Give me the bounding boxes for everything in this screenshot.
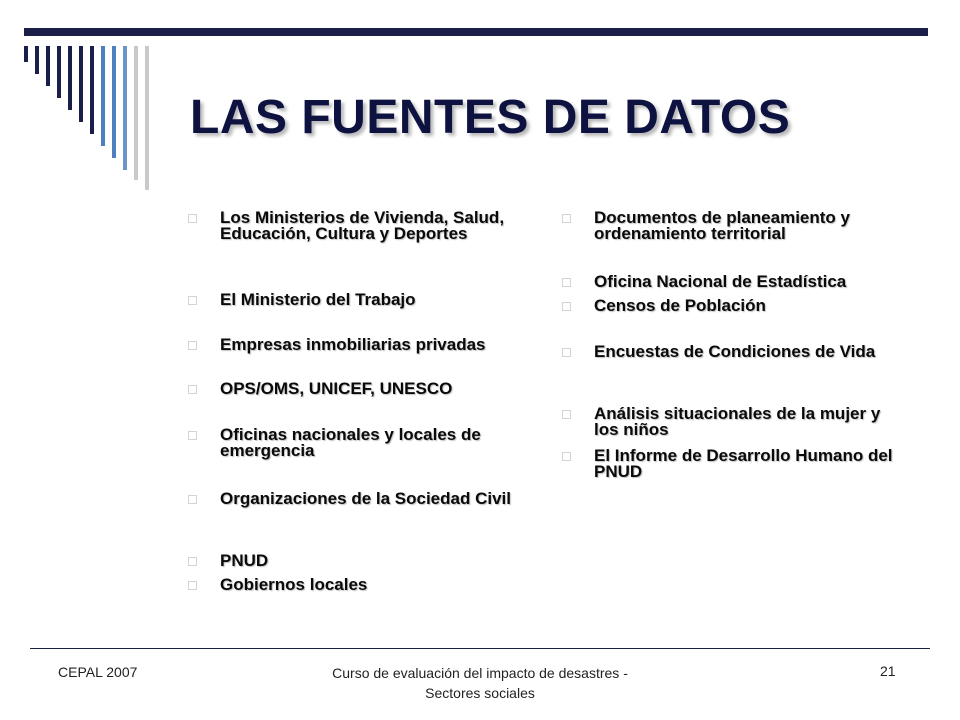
square-bullet-icon — [188, 341, 197, 350]
square-bullet-icon — [188, 495, 197, 504]
list-item — [188, 491, 518, 507]
square-bullet-icon — [562, 452, 571, 461]
list-item-text: Análisis situacionales de la mujer y los niños — [594, 404, 881, 439]
square-bullet-icon — [188, 296, 197, 305]
list-item-text: El Informe de Desarrollo Humano del PNUD — [594, 446, 893, 481]
list-item — [562, 298, 907, 314]
list-item — [562, 274, 907, 290]
square-bullet-icon — [562, 348, 571, 357]
list-item — [188, 210, 518, 242]
top-accent-bar — [24, 28, 928, 36]
decorative-stripe — [24, 46, 28, 62]
list-item-text: Organizaciones de la Sociedad Civil — [220, 489, 511, 508]
square-bullet-icon — [188, 581, 197, 590]
decorative-stripe — [101, 46, 105, 146]
square-bullet-icon — [188, 557, 197, 566]
list-item — [188, 381, 518, 397]
list-item — [188, 577, 518, 593]
square-bullet-icon — [562, 214, 571, 223]
list-item-text: Encuestas de Condiciones de Vida — [594, 342, 876, 361]
square-bullet-icon — [188, 214, 197, 223]
list-item — [562, 210, 907, 242]
list-item — [188, 427, 518, 459]
decorative-stripe — [46, 46, 50, 86]
footer-organization: CEPAL 2007 — [58, 664, 138, 680]
list-item-text: OPS/OMS, UNICEF, UNESCO — [220, 379, 453, 398]
list-item-text: Oficinas nacionales y locales de emergencia — [220, 425, 481, 460]
footer-divider — [30, 648, 930, 649]
list-item-text: PNUD — [220, 551, 269, 570]
list-item — [188, 553, 518, 569]
list-item — [188, 337, 518, 353]
list-item-text: Los Ministerios de Vivienda, Salud, Educación, Cultura y Deportes — [220, 208, 505, 243]
list-item — [562, 406, 907, 438]
square-bullet-icon — [562, 302, 571, 311]
square-bullet-icon — [562, 410, 571, 419]
decorative-stripe — [79, 46, 83, 122]
list-item-text: Documentos de planeamiento y ordenamiento territorial — [594, 208, 850, 243]
decorative-stripe — [35, 46, 39, 74]
slide-title: LAS FUENTES DE DATOS — [190, 91, 791, 144]
footer-course-title: Curso de evaluación del impacto de desastres - Sectores sociales — [332, 665, 628, 701]
decorative-stripe — [57, 46, 61, 98]
list-item-text: Empresas inmobiliarias privadas — [220, 335, 486, 354]
decorative-stripe — [134, 46, 138, 180]
list-item-text: Gobiernos locales — [220, 575, 368, 594]
list-item-text: Censos de Población — [594, 296, 766, 315]
decorative-stripe — [123, 46, 127, 170]
list-item-text: Oficina Nacional de Estadística — [594, 272, 847, 291]
square-bullet-icon — [562, 278, 571, 287]
decorative-stripe — [90, 46, 94, 134]
square-bullet-icon — [188, 431, 197, 440]
list-item — [188, 292, 518, 308]
decorative-stripe — [145, 46, 149, 190]
list-item-text: El Ministerio del Trabajo — [220, 290, 416, 309]
decorative-stripe — [68, 46, 72, 110]
square-bullet-icon — [188, 385, 197, 394]
list-item — [562, 344, 907, 360]
list-item — [562, 448, 907, 480]
page-number: 21 — [880, 663, 896, 679]
decorative-stripe — [112, 46, 116, 158]
